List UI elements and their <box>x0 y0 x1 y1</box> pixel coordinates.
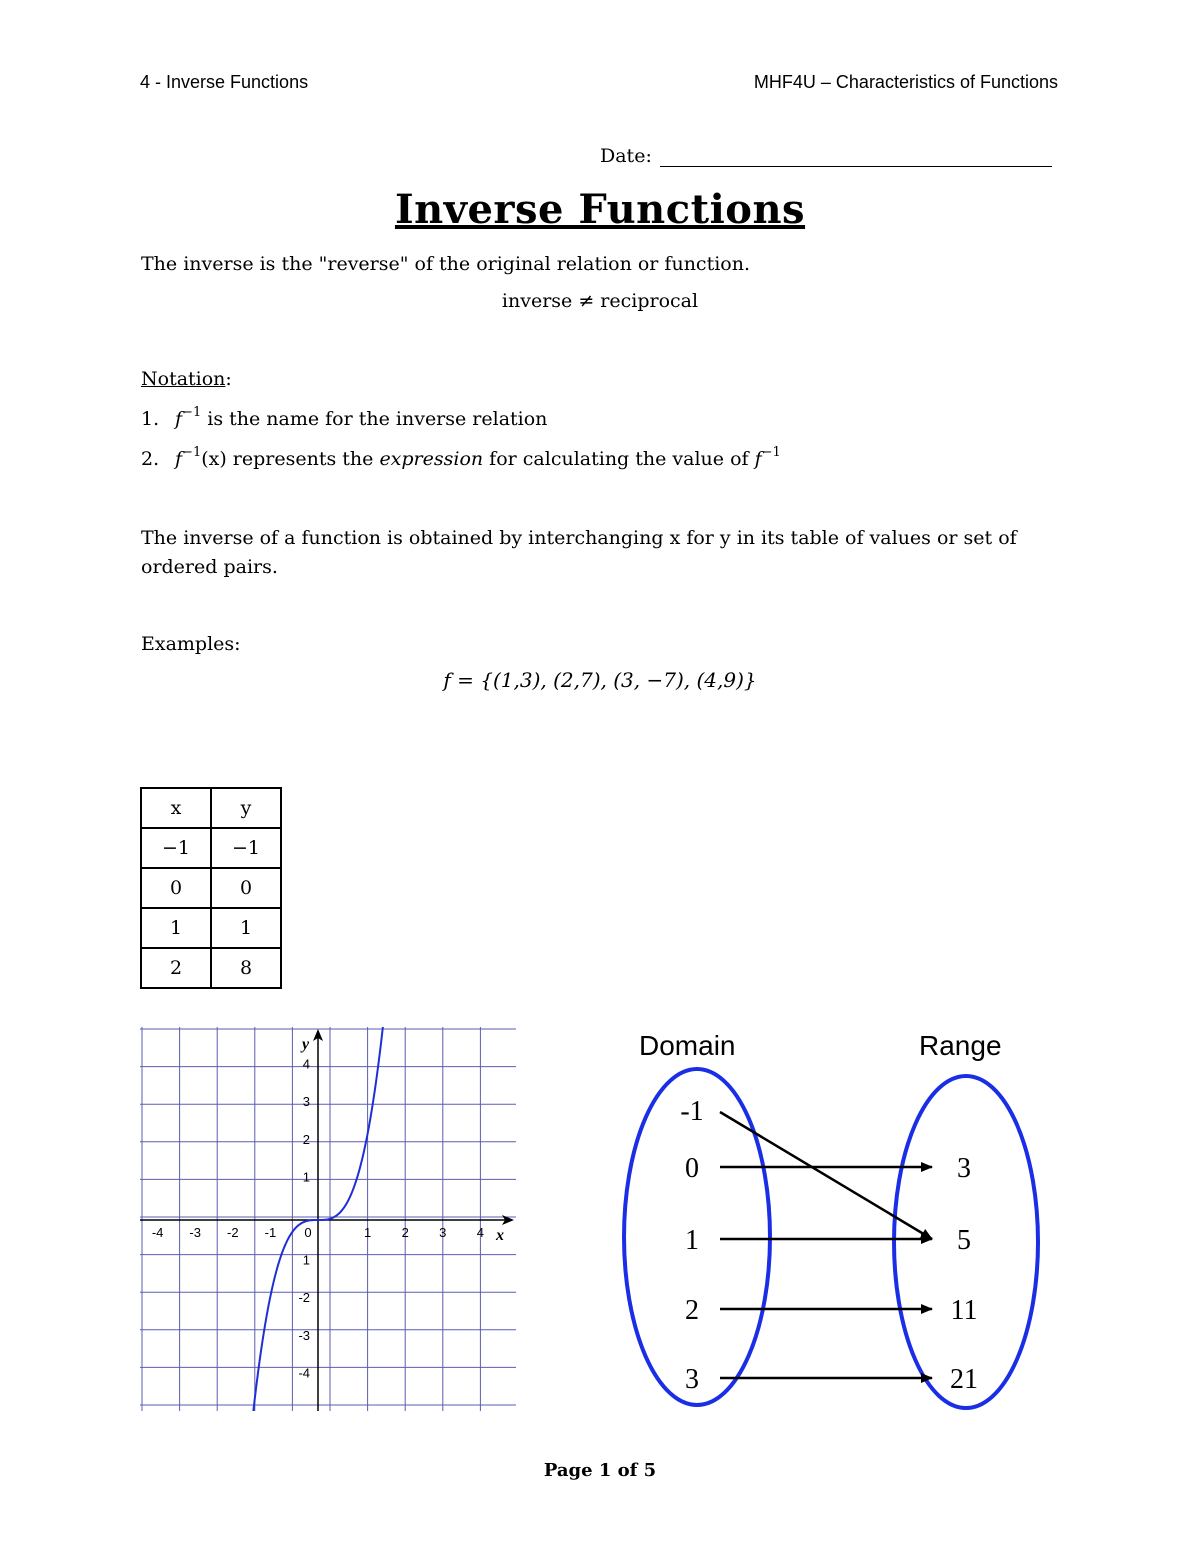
x-tick-label: -3 <box>189 1225 201 1240</box>
range-value: 5 <box>957 1225 971 1256</box>
y-tick-label: 4 <box>302 1056 310 1072</box>
table-header-cell: y <box>211 788 281 828</box>
x-tick-label: 2 <box>401 1225 409 1240</box>
range-value: 11 <box>950 1295 978 1326</box>
table-row <box>141 908 281 948</box>
range-value: 21 <box>950 1364 978 1395</box>
table-row <box>141 828 281 868</box>
table-cell: 8 <box>211 948 281 988</box>
table-cell: −1 <box>211 828 281 868</box>
domain-value: 2 <box>685 1295 699 1326</box>
domain-label: Domain <box>639 1030 736 1061</box>
y-tick-label: 1 <box>302 1169 310 1185</box>
domain-value: 0 <box>685 1153 699 1184</box>
inverse-superscript: −1 <box>761 444 781 460</box>
interchange-explanation: The inverse of a function is obtained by interchanging x for y in its table of values or set of ordered pairs. <box>141 527 1017 578</box>
notation-heading: Notation: <box>141 368 232 390</box>
item-text: for calculating the value of <box>483 448 755 470</box>
item-number: 2. <box>141 448 160 470</box>
date-field <box>600 145 1052 167</box>
y-tick-label: 1 <box>302 1252 310 1268</box>
range-label: Range <box>919 1030 1002 1061</box>
inverse-inequality: inverse ≠ reciprocal <box>501 290 699 312</box>
notation-item-1 <box>141 404 548 430</box>
function-symbol: f <box>754 448 762 470</box>
item-number: 1. <box>141 408 160 430</box>
inverse-superscript: −1 <box>182 404 202 420</box>
examples-label: Examples: <box>141 633 241 655</box>
page-title: Inverse Functions <box>394 186 806 233</box>
x-tick-label: -4 <box>151 1225 164 1240</box>
table-cell: 1 <box>141 908 211 948</box>
date-blank-line <box>660 150 1052 167</box>
y-tick-label: -3 <box>298 1327 310 1343</box>
cubic-graph <box>140 1027 516 1411</box>
x-tick-label: -2 <box>227 1225 239 1240</box>
domain-value: 3 <box>685 1364 699 1395</box>
y-tick-label: -4 <box>298 1365 310 1381</box>
table-row <box>141 948 281 988</box>
notation-heading-text: Notation <box>141 368 226 390</box>
notation-item-2 <box>141 444 781 470</box>
x-tick-label: 4 <box>476 1225 485 1240</box>
item-text: represents the <box>226 448 380 470</box>
date-label: Date: <box>600 145 652 167</box>
table-cell: 2 <box>141 948 211 988</box>
function-argument: (x) <box>201 448 227 470</box>
y-tick-label: -2 <box>298 1290 310 1306</box>
table-header-row <box>141 788 281 828</box>
table-cell: 0 <box>141 868 211 908</box>
item-text: is the name for the inverse relation <box>201 408 548 430</box>
values-table <box>140 787 282 989</box>
emphasis-text: expression <box>379 448 484 470</box>
y-tick-label: 3 <box>302 1094 310 1110</box>
intro-text: The inverse is the "reverse" of the original relation or function. <box>141 253 751 275</box>
y-tick-label: 2 <box>302 1131 310 1147</box>
function-symbol: f <box>175 408 183 430</box>
table-cell: −1 <box>141 828 211 868</box>
header-left: 4 - Inverse Functions <box>140 72 309 92</box>
table-cell: 1 <box>211 908 281 948</box>
header-right: MHF4U – Characteristics of Functions <box>753 72 1058 92</box>
x-tick-label: 0 <box>304 1225 312 1240</box>
x-tick-label: -1 <box>264 1225 277 1240</box>
domain-value: -1 <box>680 1096 704 1127</box>
mapping-diagram <box>612 1025 1052 1420</box>
x-axis-label: x <box>496 1227 504 1244</box>
inverse-superscript: −1 <box>182 444 202 460</box>
x-tick-label: 3 <box>439 1225 447 1240</box>
y-axis-label: y <box>302 1036 310 1053</box>
x-tick-label: 1 <box>363 1225 372 1240</box>
function-symbol: f <box>175 448 183 470</box>
table-cell: 0 <box>211 868 281 908</box>
domain-value: 1 <box>685 1225 699 1256</box>
table-header-cell: x <box>141 788 211 828</box>
function-set: f = {(1,3), (2,7), (3, −7), (4,9)} <box>443 668 757 692</box>
graph-tick-labels <box>152 1036 504 1380</box>
page-number: Page 1 of 5 <box>543 1460 657 1481</box>
range-value: 3 <box>957 1153 971 1184</box>
table-row <box>141 868 281 908</box>
